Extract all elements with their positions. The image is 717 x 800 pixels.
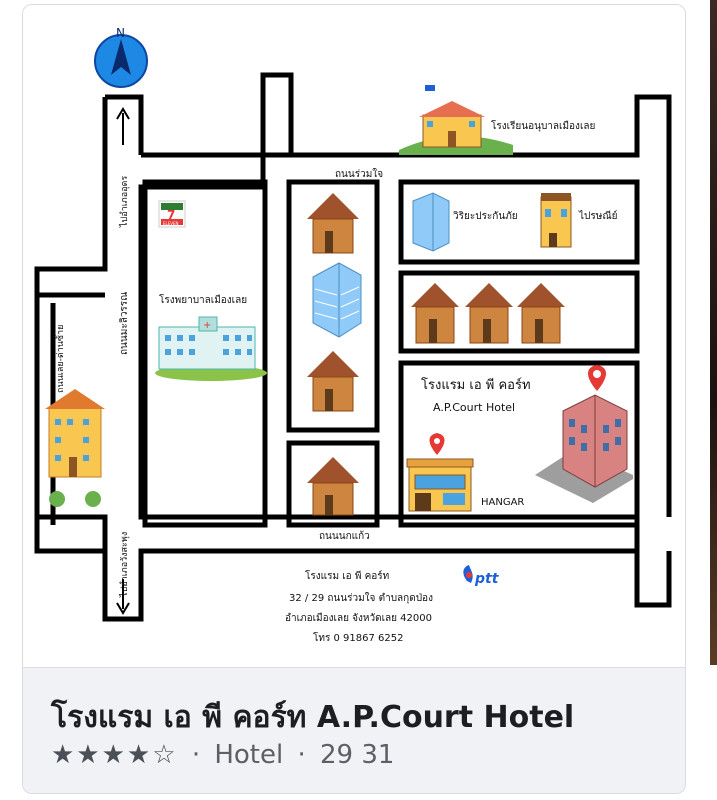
address-line-2: 32 / 29 ถนนร่วมใจ ตำบลกุดป่อง [289,593,433,604]
house-icon [307,193,359,253]
seven-eleven-number: 7 [167,208,176,222]
ptt-logo-icon [463,565,499,587]
hotel-location-map[interactable] [23,5,685,667]
hotel-building-icon [535,395,633,503]
label-hotel-en: A.P.Court Hotel [433,401,516,414]
svg-text:+: + [203,320,212,331]
label-hospital: โรงพยาบาลเมืองเลย [159,295,248,306]
label-hangar: HANGAR [481,497,525,508]
hospital-icon [155,317,267,381]
address-line-3: อำเภอเมืองเลย จังหวัดเลย 42000 [285,613,432,624]
listing-meta [51,740,394,770]
location-pin-icon [430,433,445,455]
office-building-icon [313,263,361,337]
address-line-1: โรงแรม เอ พี คอร์ท [305,571,390,582]
listing-info[interactable] [23,667,685,794]
compass-letter: N [116,26,125,40]
house-icon [465,283,513,343]
listing-count: 29 31 [320,740,395,770]
label-post: ไปรษณีย์ [579,211,618,222]
north-arrow-icon [117,109,129,145]
house-icon [307,351,359,411]
map-drawing [23,5,685,667]
road-label-to-wangsaphung: ไปอำเภอวังสะพุง [120,531,130,597]
label-hotel-thai: โรงแรม เอ พี คอร์ท [421,378,531,393]
insurance-building-icon [413,193,449,251]
rating-stars: ★★★★☆ [51,740,178,770]
separator: · [191,740,201,770]
school-icon [399,85,513,155]
listing-category: Hotel [214,740,284,770]
location-pin-icon [588,365,606,391]
label-kindergarten: โรงเรียนอนุบาลเมืองเลย [491,121,596,132]
separator: · [297,740,306,770]
place-card[interactable] [22,4,686,794]
compass-icon [95,26,147,87]
next-card-edge[interactable] [710,0,717,665]
road-label-bottom: ถนนนกแก้ว [319,531,370,542]
label-insurance: วิริยะประกันภัย [453,211,518,222]
road-label-to-udon: ไปอำเภออุดร [120,175,130,227]
road-label-main: ถนนมะลิวรรณ [119,291,130,355]
house-icon [307,457,359,515]
house-icon [411,283,459,343]
hangar-building-icon [407,459,473,511]
seven-eleven-text: ELEVEN [163,221,179,226]
address-line-4: โทร 0 91867 6252 [313,633,404,644]
seven-eleven-icon [159,201,185,227]
road-label-top: ถนนร่วมใจ [335,169,384,180]
house-icon [517,283,565,343]
road-label-left: ถนนเลย-ด่านซ้าย [56,324,66,393]
ptt-text: ptt [475,571,499,587]
listing-title[interactable]: โรงแรม เอ พี คอร์ท A.P.Court Hotel [51,700,575,735]
post-office-icon [541,193,571,247]
